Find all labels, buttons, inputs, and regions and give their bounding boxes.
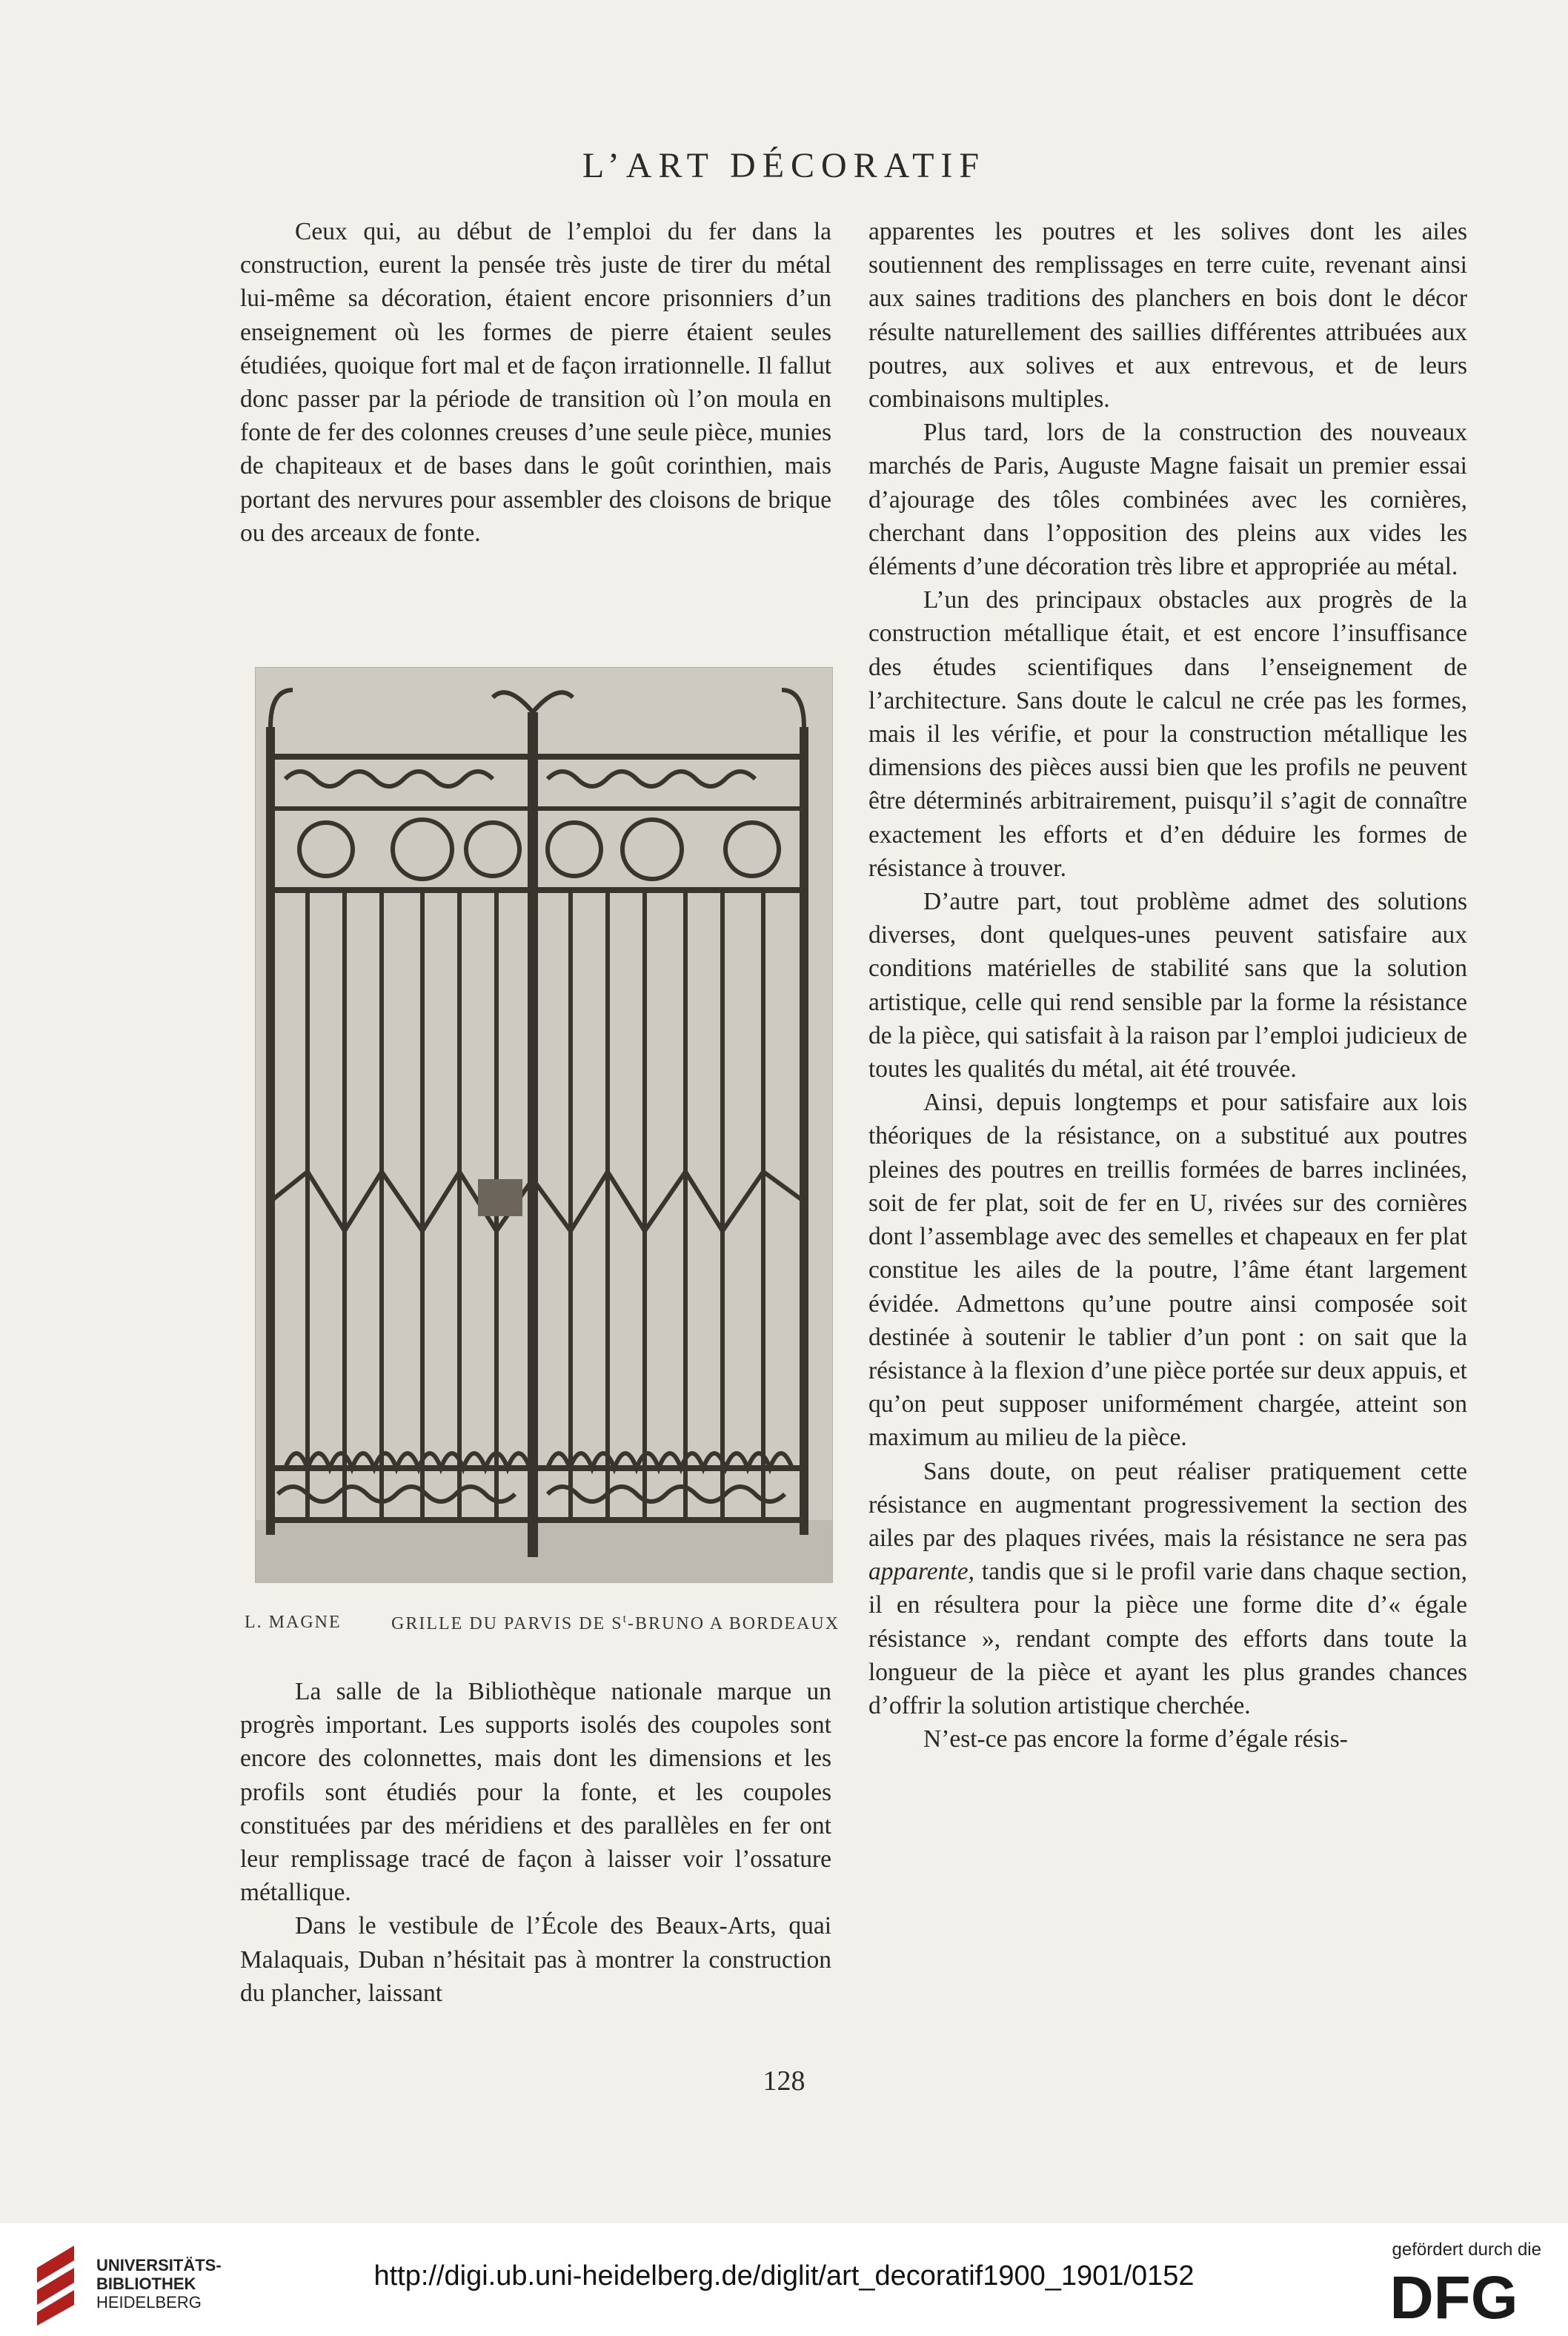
page-number: 128 xyxy=(763,2065,805,2097)
permalink[interactable]: http://digi.ub.uni-heidelberg.de/diglit/art_decoratif1900_1901/0152 xyxy=(373,2260,1195,2292)
paragraph: Ainsi, depuis longtemps et pour satisfaire aux lois théoriques de la résistance, on a substitué aux poutres pleines des poutres en treillis formées de barres inclinées, soit de fer plat, soit de fer en U, rivées sur des cornières dont l’assemblage avec des semelles et chapeaux en fer plat constitue les ailes de la poutre, l’âme étant largement évidée. Admettons qu’une poutre ainsi composée soit destinée à soutenir le tablier d’un pont : on sait que la résistance à la flexion d’une pièce portée sur deux appuis, et qu’on peut supposer uniformément chargée, atteint son maximum au milieu de la pièce. xyxy=(868,1089,1467,1452)
dfg-logo-text: DFG xyxy=(1389,2268,1518,2324)
caption-title-superscript: t xyxy=(622,1613,628,1625)
text-run: Sans doute, on peut réaliser pratiquement cette résistance en augmentant progressivement la section des ailes par des plaques rivées, mais la résistance ne sera pas xyxy=(868,1457,1467,1552)
figure-caption-author: L. MAGNE xyxy=(245,1613,342,1632)
caption-title-start: GRILLE DU PARVIS DE S xyxy=(391,1614,623,1633)
paragraph: L’un des principaux obstacles aux progrès de la construction métallique était, et est encore l’insuffisance des études scientifiques dans l’enseignement de l’architecture. Sans doute le calcul ne crée pas les formes, mais il les vérifie, et pour la construction métallique les dimensions des pièces aussi bien que les profils ne peuvent être déterminés arbitrairement, puisqu’il s’agit de connaître exactement les efforts et d’en déduire les formes de résistance à trouver. xyxy=(868,586,1467,882)
library-name-line: HEIDELBERG xyxy=(96,2293,202,2312)
library-name-line: BIBLIOTHEK xyxy=(96,2274,196,2293)
paragraph: Plus tard, lors de la construction des nouveaux marchés de Paris, Auguste Magne faisait un premier essai d’ajourage des tôles combinées avec les cornières, cherchant dans l’opposition des pleins aux vides les éléments d’une décoration très libre et appropriée au métal. xyxy=(868,419,1467,581)
library-name-line: UNIVERSITÄTS- xyxy=(96,2256,222,2274)
wrought-iron-gate-image xyxy=(256,668,832,1582)
paragraph: Ceux qui, au début de l’emploi du fer dans la construction, eurent la pensée très juste de tirer du métal lui-même sa décoration, étaient encore prisonniers d’un enseignement où les formes de pierre étaient seules étudiées, quoique fort mal et de façon irrationnelle. Il fallut donc passer par la période de transition où l’on moula en fonte de fer des colonnes creuses d’une seule pièce, munies de chapiteaux et de bases dans le goût corinthien, mais portant des nervures pour assembler des cloisons de brique ou des arceaux de fonte. xyxy=(240,218,831,547)
italic-word: apparente, xyxy=(868,1558,974,1586)
paragraph: D’autre part, tout problème admet des solutions diverses, dont quelques-unes peuvent satisfaire aux conditions matérielles de stabilité sans que la solution artistique, celle qui rend sensible par la forme la résistance de la pièce, qui satisfait à la raison par l’emploi judicieux de toutes les qualités du métal, ait été trouvée. xyxy=(868,888,1467,1084)
text-run: tandis que si le profil varie dans chaque section, il en résultera pour la pièce une forme dite d’« égale résistance », rendant compte des efforts dans toute la longueur de la pièce et ayant les plus grandes chances d’offrir la solution artistique cherchée. xyxy=(868,1558,1467,1719)
caption-title-end: -BRUNO A BORDEAUX xyxy=(628,1614,840,1633)
left-column-top xyxy=(240,215,831,550)
paragraph: N’est-ce pas encore la forme d’égale résis- xyxy=(923,1725,1348,1753)
dfg-logo xyxy=(1366,2268,1541,2324)
running-head: L’ART DÉCORATIF xyxy=(582,146,986,185)
paragraph-continuation: apparentes les poutres et les solives dont les ailes soutiennent des remplissages en terre cuite, revenant ainsi aux saines traditions des planchers en bois dont le décor résulte naturellement des saillies différentes attribuées aux poutres, aux solives et aux entrevous, et de leurs combinaisons multiples. xyxy=(868,218,1467,414)
right-column xyxy=(868,215,1467,1756)
paragraph: La salle de la Bibliothèque nationale marque un progrès important. Les supports isolés des coupoles sont encore des colonnettes, mais dont les dimensions et les profils sont étudiés pour la fonte, et les coupoles constituées par des méridiens et des parallèles en fer ont leur remplissage tracé de façon à laisser voir l’ossature métallique. xyxy=(240,1678,831,1907)
figure-caption-title xyxy=(391,1613,840,1634)
gate-illustration xyxy=(255,667,833,1583)
left-column-bottom xyxy=(240,1675,831,2010)
digitization-footer xyxy=(0,2223,1568,2336)
paragraph: Dans le vestibule de l’École des Beaux-Arts, quai Malaquais, Duban n’hésitait pas à montrer la construction du plancher, laissant xyxy=(240,1912,831,2007)
funding-label: gefördert durch die xyxy=(1392,2240,1541,2260)
paragraph xyxy=(868,1455,1467,1723)
